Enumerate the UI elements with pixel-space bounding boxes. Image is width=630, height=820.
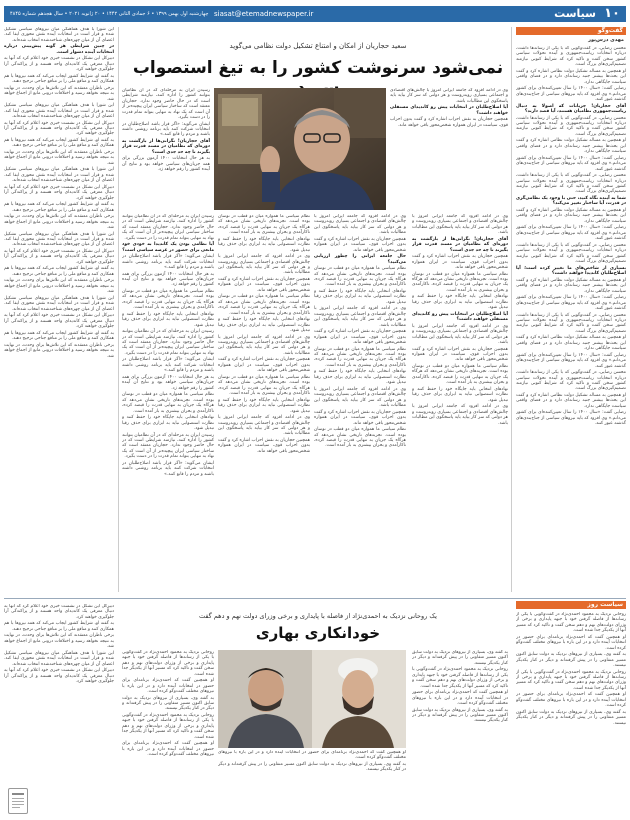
column-divider [118,27,119,592]
left-paragraph: برخی ناظران معتقدند که این تلاش‌ها برای وحدت، در نهایت به نتیجه نخواهد رسید و اختلافات درونی مانع از اجماع خواهد شد. [4,633,114,650]
sidebar-paragraph: رضایی گفت: «سال ۱۴۰۰ را سال تعیین‌کننده‌ای برای کشور می‌دانم.» وی افزود که باید نیروهای سیاسی از جناح‌بندی‌های گذشته عبور کنند. [516,352,626,369]
second-paragraph: به گفته وی، بسیاری از نیروهای نزدیک به دولت سابق اکنون مسیر متفاوتی را در پیش گرفته‌اند و دیگر در کنار یکدیگر نیستند. [218,762,406,773]
second-paragraph: روحانی نزدیک به محمود احمدی‌نژاد در گفت‌وگویی با یکی از رسانه‌ها از فاصله گرفتن خود با جبهه پایداری و برخی از وزرای دولت‌های نهم و دهم سخن گفت و تاکید کرد که مسیر آنها از یکدیگر جدا شده است. [516,612,626,634]
dateline: چهارشنبه اول بهمن ۱۳۹۹ • ۶ جمادی الثانی ۱۴۴۲ • ۲۰ ژانویه ۲۰۲۱ • سال هجدهم شماره ۴۸۴۵ [10,11,209,17]
second-paragraph: به گفته وی، بسیاری از نیروهای نزدیک به دولت سابق اکنون مسیر متفاوتی را در پیش گرفته‌اند و دیگر در کنار یکدیگر نیستند. [122,695,214,712]
second-paragraph: روحانی نزدیک به محمود احمدی‌نژاد در گفت‌وگویی با یکی از رسانه‌ها از فاصله گرفتن خود با جبهه پایداری و برخی از وزرای دولت‌های نهم و دهم سخن گفت و تاکید کرد که مسیر آنها از یکدیگر جدا شده است. [122,713,214,740]
second-paragraph: به گفته وی، بسیاری از نیروهای نزدیک به دولت سابق اکنون مسیر متفاوتی را در پیش گرفته‌اند و دیگر در کنار یکدیگر نیستند. [516,709,626,726]
sidebar-paragraph: رضایی گفت: «سال ۱۴۰۰ را سال تعیین‌کننده‌ای برای کشور می‌دانم.» وی افزود که باید نیروهای سیاسی از جناح‌بندی‌های گذشته عبور کنند. [516,295,626,311]
main-paragraph: وی در ادامه افزود که جامعه ایرانی امروز با چالش‌های اقتصادی و اجتماعی بسیاری روبه‌روست و هر دولتی که سر کار بیاید باید پاسخگوی این مطالبات باشد. [314,306,406,328]
sidebar-paragraph: محسن رضایی، در گفت‌وگویی که با یکی از رسانه‌ها داشت، درباره انتخابات ریاست‌جمهوری و آینده تحولات سیاسی کشور سخن گفت و تاکید کرد که شرایط کنونی نیازمند تصمیم‌گیری‌های بزرگ است. [516,115,626,137]
main-paragraph: وی در ادامه افزود که جامعه ایرانی امروز با چالش‌های اقتصادی و اجتماعی بسیاری روبه‌روست و هر دولتی که سر کار بیاید باید پاسخگوی این مطالبات باشد. [412,404,508,426]
main-headline: نمی‌شود سرنوشت کشور را به تیغ استصواب [132,58,504,78]
sidebar-question: آقای حجاریان! جریانات که اصولا به دنبال ریاست‌جمهوری نظامیان هستند، آیا قصد دارند؟ [516,103,626,115]
second-paragraph: روحانی نزدیک به محمود احمدی‌نژاد در گفت‌وگویی با یکی از رسانه‌ها از فاصله گرفتن خود با جبهه پایداری و برخی از وزرای دولت‌های نهم و دهم سخن گفت و تاکید کرد که مسیر آنها از یکدیگر جدا شده است. [122,650,214,677]
sidebar-paragraph: رضایی گفت: «سال ۱۴۰۰ را سال تعیین‌کننده‌ای برای کشور می‌دانم.» وی افزود که باید نیروهای سیاسی از جناح‌بندی‌های گذشته عبور کنند. [516,155,626,172]
second-paragraph: او همچنین گفت که احمدی‌نژاد برنامه‌ای برای حضور در انتخابات آینده دارد و در این باره با نیروهای مختلف گفت‌وگو کرده است. [412,690,508,707]
second-paragraph: به گفته وی، بسیاری از نیروهای نزدیک به دولت سابق اکنون مسیر متفاوتی را در پیش گرفته‌اند و دیگر در کنار یکدیگر نیستند. [412,650,508,666]
main-kicker: سعید حجاریان از امکان و امتناع تشکیل دولت نظامی می‌گوید [229,42,407,50]
second-paragraph: به گفته وی، بسیاری از نیروهای نزدیک به دولت سابق اکنون مسیر متفاوتی را در پیش گرفته‌اند و دیگر در کنار یکدیگر نیستند. [412,707,508,724]
sidebar-paragraph: محسن رضایی، در گفت‌وگویی که با یکی از رسانه‌ها داشت، درباره انتخابات ریاست‌جمهوری و آینده تحولات سیاسی کشور سخن گفت و تاکید کرد که شرایط کنونی نیازمند تصمیم‌گیری‌های بزرگ است. [516,370,626,392]
main-paragraph: همچنین حجاریان به نقش احزاب اشاره کرد و گفت بدون احزاب قوی، سیاست در ایران همواره شخص‌محور باقی خواهد ماند. [314,236,406,253]
second-paragraph: او همچنین گفت که احمدی‌نژاد برنامه‌ای برای حضور در انتخابات آینده دارد و در این باره با نیروهای مختلف گفت‌وگو کرده است. [218,750,406,761]
newspaper-logo-icon [8,788,28,814]
second-paragraph: روحانی نزدیک به محمود احمدی‌نژاد در گفت‌وگویی با یکی از رسانه‌ها از فاصله گرفتن خود با جبهه پایداری و برخی از وزرای دولت‌های نهم و دهم سخن گفت و تاکید کرد که مسیر آنها از یکدیگر جدا شده است. [516,669,626,691]
main-column-1 [122,214,214,592]
main-question: حال جامعه ایرانی را چطور ارزیابی می‌کنید؟ [314,254,406,265]
left-paragraph: به گفته او، شرایط کشور ایجاب می‌کند که همه نیروها با هم همکاری کنند و منافع ملی را بر منافع جناحی ترجیح دهند. [4,266,114,277]
sidebar-paragraph: او همچنین به مساله تشکیل دولت نظامی اشاره کرد و گفت این بحث‌ها بیشتر جنبه رسانه‌ای دارد و در فضای واقعی سیاست جایگاهی ندارد. [516,138,626,155]
main-paragraph: نظام سیاسی ما همواره میان دو قطب در نوسان بوده است. تجربه‌های تاریخی نشان می‌دهد که هرگاه یک جریان به تنهایی قدرت را قبضه کرده، ناکارآمدی و بحران بیشتری به بار آمده است. [122,289,214,311]
main-column-left [122,88,210,210]
main-paragraph: وی در ادامه افزود که جامعه ایرانی امروز با چالش‌های اقتصادی و اجتماعی بسیاری روبه‌روست و هر دولتی که سر کار بیاید باید پاسخگوی این مطالبات باشد. [412,214,508,236]
sidebar-paragraph: رضایی گفت: «سال ۱۴۰۰ را سال تعیین‌کننده‌ای برای کشور می‌دانم.» وی افزود که باید نیروهای سیاسی از جناح‌بندی‌های گذشته عبور کنند. [516,410,626,427]
main-paragraph: ایشان می‌گوید: «اگر قرار باشد اصلاح‌طلبان در انتخابات شرکت کنند باید برنامه روشنی داشته باشند و مردم را قانع کنند.» [122,460,214,477]
main-paragraph: وی در ادامه افزود که جامعه ایرانی امروز با چالش‌های اقتصادی و اجتماعی بسیاری روبه‌روست و هر دولتی که سر کار بیاید باید پاسخگوی این مطالبات باشد. [218,254,310,276]
section-email[interactable]: siasat@etemadnewspaper.ir [214,10,314,18]
second-column-2 [218,750,406,816]
left-paragraph: برخی ناظران معتقدند که این تلاش‌ها برای وحدت، در نهایت به نتیجه نخواهد رسید و اختلافات درونی مانع از اجماع خواهد شد. [4,85,114,102]
second-paragraph: او همچنین گفت که احمدی‌نژاد برنامه‌ای برای حضور در انتخابات آینده دارد و در این باره با نیروهای مختلف گفت‌وگو کرده است. [516,692,626,709]
page-header [4,6,626,22]
main-paragraph: نهادهای انتخابی باید جایگاه خود را حفظ کنند و نظارت استصوابی نباید به ابزاری برای حذف رقبا تبدیل شود. [314,289,406,305]
main-column-2 [218,214,310,592]
sidebar-paragraph: او همچنین به مساله تشکیل دولت نظامی اشاره کرد و گفت این بحث‌ها بیشتر جنبه رسانه‌ای دارد و در فضای واقعی سیاست جایگاهی ندارد. [516,392,626,409]
two-person-photo-icon [218,650,406,748]
left-paragraph: دبیرکل این تشکل در نشست خبری خود اعلام کرد که آنها به دنبال معرفی یک کاندیدای واحد هستند و از پراکندگی آرا جلوگیری خواهند کرد. [4,604,114,620]
left-paragraph: دبیرکل این تشکل در نشست خبری خود اعلام کرد که آنها به دنبال معرفی یک کاندیدای واحد هستند و از پراکندگی آرا جلوگیری خواهند کرد. [4,249,114,265]
sidebar-paragraph: محسن رضایی، در گفت‌وگویی که با یکی از رسانه‌ها داشت، درباره انتخابات ریاست‌جمهوری و آینده تحولات سیاسی کشور سخن گفت و تاکید کرد که شرایط کنونی نیازمند تصمیم‌گیری‌های بزرگ است. [516,312,626,334]
left-paragraph: این شورا با هدف هماهنگی میان نیروهای سیاسی تشکیل شده و قرار است در انتخابات آینده نقش محوری ایفا کند. اعضای آن از میان چهره‌های شناخته‌شده انتخاب شده‌اند. [4,167,114,184]
sidebar-paragraph: او همچنین به مساله تشکیل دولت نظامی اشاره کرد و گفت این بحث‌ها بیشتر جنبه رسانه‌ای دارد و در فضای واقعی سیاست جایگاهی ندارد. [516,68,626,85]
main-paragraph: نهادهای انتخابی باید جایگاه خود را حفظ کنند و نظارت استصوابی نباید به ابزاری برای حذف رقبا تبدیل شود. [122,415,214,431]
main-paragraph: وی در ادامه افزود که جامعه ایرانی امروز با چالش‌های اقتصادی و اجتماعی بسیاری روبه‌روست و هر دولتی که سر کار بیاید باید پاسخگوی این مطالبات باشد. [314,214,406,236]
main-paragraph: همچنین حجاریان به نقش احزاب اشاره کرد و گفت بدون احزاب قوی، سیاست در ایران همواره شخص‌محور باقی خواهد ماند. [390,117,508,128]
left-paragraph: برخی ناظران معتقدند که این تلاش‌ها برای وحدت، در نهایت به نتیجه نخواهد رسید و اختلافات درونی مانع از اجماع خواهد شد. [4,150,114,166]
main-paragraph: همچنین حجاریان به نقش احزاب اشاره کرد و گفت بدون احزاب قوی، سیاست در ایران همواره شخص‌محور باقی خواهد ماند. [218,277,310,293]
left-paragraph: دبیرکل این تشکل در نشست خبری خود اعلام کرد که آنها به دنبال معرفی یک کاندیدای واحد هستند و از پراکندگی آرا جلوگیری خواهند کرد. [4,184,114,201]
left-paragraph: این شورا با هدف هماهنگی میان نیروهای سیاسی تشکیل شده و قرار است در انتخابات آینده نقش محوری ایفا کند. اعضای آن از میان چهره‌های شناخته‌شده انتخاب شده‌اند. [4,103,114,120]
main-paragraph: ایشان می‌گوید: «اگر قرار باشد اصلاح‌طلبان در انتخابات شرکت کنند باید برنامه روشنی داشته باشند و مردم را قانع کنند.» [122,254,214,271]
left-paragraph: برخی ناظران معتقدند که این تلاش‌ها برای وحدت، در نهایت به نتیجه نخواهد رسید و اختلافات درونی مانع از اجماع خواهد شد. [4,278,114,295]
main-paragraph: نظام سیاسی ما همواره میان دو قطب در نوسان بوده است. تجربه‌های تاریخی نشان می‌دهد که هرگاه یک جریان به تنهایی قدرت را قبضه کرده، ناکارآمدی و بحران بیشتری به بار آمده است. [218,214,310,236]
sidebar-paragraph: او همچنین به مساله تشکیل دولت نظامی اشاره کرد و گفت این بحث‌ها بیشتر جنبه رسانه‌ای دارد و در فضای واقعی سیاست جایگاهی ندارد. [516,208,626,224]
main-photo [214,88,386,210]
main-question: آقای حجاریان! نگرانی‌ها از بازگشت به دوره‌ای که نظامیان در مسند قدرت قرار بگیرند تا چه حد جدی است؟ [122,139,210,155]
sidebar-paragraph: رضایی گفت: «سال ۱۴۰۰ را سال تعیین‌کننده‌ای برای کشور می‌دانم.» وی افزود که باید نیروهای سیاسی از جناح‌بندی‌های گذشته عبور کنند. [516,225,626,242]
second-paragraph: او همچنین گفت که احمدی‌نژاد برنامه‌ای برای حضور در انتخابات آینده دارد و در این باره با نیروهای مختلف گفت‌وگو کرده است. [122,678,214,695]
main-paragraph: همچنین حجاریان به نقش احزاب اشاره کرد و گفت بدون احزاب قوی، سیاست در ایران همواره شخص‌محور باقی خواهد ماند. [218,357,310,374]
main-paragraph: نظام سیاسی ما همواره میان دو قطب در نوسان بوده است. تجربه‌های تاریخی نشان می‌دهد که هرگاه یک جریان به تنهایی قدرت را قبضه کرده، ناکارآمدی و بحران بیشتری به بار آمده است. [314,346,406,368]
sidebar-question: شما به آینده نگاه کنید، حتی با وجود یک نظامی‌گری در قدرت، آیا ساختار تغییر می‌کند؟ [516,196,626,207]
main-paragraph: به هر حال انتخابات ۱۴۰۰ آزمون بزرگی برای همه جریان‌های سیاسی خواهد بود و نتایج آن آینده کشور را رقم خواهد زد. [122,271,214,288]
left-paragraph: برخی ناظران معتقدند که این تلاش‌ها برای وحدت، در نهایت به نتیجه نخواهد رسید و اختلافات درونی مانع از اجماع خواهد شد. [4,342,114,359]
second-paragraph: روحانی نزدیک به محمود احمدی‌نژاد در گفت‌وگویی با یکی از رسانه‌ها از فاصله گرفتن خود با جبهه پایداری و برخی از وزرای دولت‌های نهم و دهم سخن گفت و تاکید کرد که مسیر آنها از یکدیگر جدا شده است. [412,667,508,689]
main-paragraph: به هر حال انتخابات ۱۴۰۰ آزمون بزرگی برای همه جریان‌های سیاسی خواهد بود و نتایج آن آینده کشور را رقم خواهد زد. [122,156,210,173]
main-column-4 [412,214,508,592]
main-paragraph: نظام سیاسی ما همواره میان دو قطب در نوسان بوده است. تجربه‌های تاریخی نشان می‌دهد که هرگاه یک جریان به تنهایی قدرت را قبضه کرده، ناکارآمدی و بحران بیشتری به بار آمده است. [122,392,214,414]
second-photo [218,650,406,748]
main-paragraph: نهادهای انتخابی باید جایگاه خود را حفظ کنند و نظارت استصوابی نباید به ابزاری برای حذف رقبا تبدیل شود. [122,311,214,328]
main-paragraph: نهادهای انتخابی باید جایگاه خود را حفظ کنند و نظارت استصوابی نباید به ابزاری برای حذف رقبا تبدیل شود. [412,386,508,403]
left-paragraph: دبیرکل این تشکل در نشست خبری خود اعلام کرد که آنها به دنبال معرفی یک کاندیدای واحد هستند و از پراکندگی آرا جلوگیری خواهند کرد. [4,120,114,137]
sidebar-paragraph: محسن رضایی، در گفت‌وگویی که با یکی از رسانه‌ها داشت، درباره انتخابات ریاست‌جمهوری و آینده تحولات سیاسی کشور سخن گفت و تاکید کرد که شرایط کنونی نیازمند تصمیم‌گیری‌های بزرگ است. [516,173,626,195]
main-paragraph: همچنین حجاریان به نقش احزاب اشاره کرد و گفت بدون احزاب قوی، سیاست در ایران همواره شخص‌محور باقی خواهد ماند. [412,254,508,271]
sidebar-question: بسیاری از شاخص‌های ما تغییر کرده است؛ آیا اصلاح‌طلبان کاندیدا خواهند داشت؟ [516,265,626,277]
main-column-right-top [390,88,508,210]
sidebar-paragraph: محسن رضایی، در گفت‌وگویی که با یکی از رسانه‌ها داشت، درباره انتخابات ریاست‌جمهوری و آینده تحولات سیاسی کشور سخن گفت و تاکید کرد که شرایط کنونی نیازمند تصمیم‌گیری‌های بزرگ است. [516,46,626,68]
left-paragraph: به گفته او، شرایط کشور ایجاب می‌کند که همه نیروها با هم همکاری کنند و منافع ملی را بر منافع جناحی ترجیح دهند. [4,73,114,85]
sidebar-column [516,46,626,591]
sidebar-paragraph: محسن رضایی، در گفت‌وگویی که با یکی از رسانه‌ها داشت، درباره انتخابات ریاست‌جمهوری و آینده تحولات سیاسی کشور سخن گفت و تاکید کرد که شرایط کنونی نیازمند تصمیم‌گیری‌های بزرگ است. [516,242,626,265]
left-paragraph: دبیرکل این تشکل در نشست خبری خود اعلام کرد که آنها به دنبال معرفی یک کاندیدای واحد هستند و از پراکندگی آرا جلوگیری خواهند کرد. [4,56,114,73]
page-number: ۱۰ [604,6,620,21]
left-paragraph: این شورا با هدف هماهنگی میان نیروهای سیاسی تشکیل شده و قرار است در انتخابات آینده نقش محوری ایفا کند. اعضای آن از میان چهره‌های شناخته‌شده انتخاب شده‌اند. [4,231,114,248]
main-paragraph: همچنین حجاریان به نقش احزاب اشاره کرد و گفت بدون احزاب قوی، سیاست در ایران همواره شخص‌محور باقی خواهد ماند. [218,437,310,454]
left-paragraph: برخی ناظران معتقدند که این تلاش‌ها برای وحدت، در نهایت به نتیجه نخواهد رسید و اختلافات درونی مانع از اجماع خواهد شد. [4,214,114,231]
main-paragraph: نهادهای انتخابی باید جایگاه خود را حفظ کنند و نظارت استصوابی نباید به ابزاری برای حذف رقبا تبدیل شود. [314,369,406,386]
main-paragraph: وی در ادامه افزود که جامعه ایرانی امروز با چالش‌های اقتصادی و اجتماعی بسیاری روبه‌روست و هر دولتی که سر کار بیاید باید پاسخگوی این مطالبات باشد. [314,386,406,409]
left-paragraph: دبیرکل این تشکل در نشست خبری خود اعلام کرد که آنها به دنبال معرفی یک کاندیدای واحد هستند و از پراکندگی آرا جلوگیری خواهند کرد. [4,668,114,685]
column-divider [511,27,512,592]
sidebar-author: مهدی درس‌پور [588,37,624,43]
left-paragraph: این شورا با هدف هماهنگی میان نیروهای سیاسی تشکیل شده و قرار است در انتخابات آینده نقش محوری ایفا کند. اعضای آن از میان چهره‌های شناخته‌شده انتخاب شده‌اند. [4,27,114,43]
main-question: آیا اصلاح‌طلبان در انتخابات پیش رو کاندیدای مستقلی خواهند داشت؟ [412,311,508,323]
main-paragraph: نظام سیاسی ما همواره میان دو قطب در نوسان بوده است. تجربه‌های تاریخی نشان می‌دهد که هرگاه یک جریان به تنهایی قدرت را قبضه کرده، ناکارآمدی و بحران بیشتری به بار آمده است. [412,364,508,386]
main-paragraph: وی در ادامه افزود که جامعه ایرانی امروز با چالش‌های اقتصادی و اجتماعی بسیاری روبه‌روست و هر دولتی که سر کار بیاید باید پاسخگوی این مطالبات باشد. [218,415,310,437]
sidebar-label: گفت‌وگو [516,27,626,35]
main-paragraph: همچنین حجاریان به نقش احزاب اشاره کرد و گفت بدون احزاب قوی، سیاست در ایران همواره شخص‌محور باقی خواهد ماند. [314,329,406,346]
main-paragraph: نظام سیاسی ما همواره میان دو قطب در نوسان بوده است. تجربه‌های تاریخی نشان می‌دهد که هرگاه یک جریان به تنهایی قدرت را قبضه کرده، ناکارآمدی و بحران بیشتری به بار آمده است. [412,271,508,293]
left-paragraph: این شورا با هدف هماهنگی میان نیروهای سیاسی تشکیل شده و قرار است در انتخابات آینده نقش محوری ایفا کند. اعضای آن از میان چهره‌های شناخته‌شده انتخاب شده‌اند. [4,650,114,667]
main-question: آیا نظامی بودن یک کاندیدا به خودی خود مانعی برای حضور در عرصه سیاسی است؟ [122,242,214,253]
main-paragraph: رسیدن ایران به مرحله‌ای که در آن نظامیان بتوانند کشور را اداره کنند، نیازمند شرایطی است که در حال حاضر وجود ندارد. حجاریان معتقد است که ساختار سیاسی ایران پیچیده‌تر از آن است که یک نهاد به تنهایی بتواند تمام قدرت را در دست بگیرد. [122,329,214,356]
main-paragraph: رسیدن ایران به مرحله‌ای که در آن نظامیان بتوانند کشور را اداره کنند، نیازمند شرایطی است که در حال حاضر وجود ندارد. حجاریان معتقد است که ساختار سیاسی ایران پیچیده‌تر از آن است که یک نهاد به تنهایی بتواند تمام قدرت را در دست بگیرد. [122,214,214,241]
main-paragraph: رسیدن ایران به مرحله‌ای که در آن نظامیان بتوانند کشور را اداره کنند، نیازمند شرایطی است که در حال حاضر وجود ندارد. حجاریان معتقد است که ساختار سیاسی ایران پیچیده‌تر از آن است که یک نهاد به تنهایی بتواند تمام قدرت را در دست بگیرد. [122,432,214,460]
main-paragraph: نظام سیاسی ما همواره میان دو قطب در نوسان بوده است. تجربه‌های تاریخی نشان می‌دهد که هرگاه یک جریان به تنهایی قدرت را قبضه کرده، ناکارآمدی و بحران بیشتری به بار آمده است. [218,294,310,316]
left-paragraph: به گفته او، شرایط کشور ایجاب می‌کند که همه نیروها با هم همکاری کنند و منافع ملی را بر منافع جناحی ترجیح دهند. [4,621,114,632]
second-kicker: یک روحانی نزدیک به احمدی‌نژاد از فاصله با پایداری و برخی وزرای دولت نهم و دهم گفت [199,612,437,620]
section-divider [4,598,626,599]
second-paragraph: به گفته وی، بسیاری از نیروهای نزدیک به دولت سابق اکنون مسیر متفاوتی را در پیش گرفته‌اند و دیگر در کنار یکدیگر نیستند. [516,652,626,669]
left-paragraph: به گفته او، شرایط کشور ایجاب می‌کند که همه نیروها با هم همکاری کنند و منافع ملی را بر منافع جناحی ترجیح دهند. [4,138,114,149]
main-question: آقای حجاریان! نگرانی‌ها از بازگشت به دوره‌ای که نظامیان در مسند قدرت قرار بگیرند تا چه حد جدی است؟ [412,236,508,253]
main-paragraph: ایشان می‌گوید: «اگر قرار باشد اصلاح‌طلبان در انتخابات شرکت کنند باید برنامه روشنی داشته باشند و مردم را قانع کنند.» [122,357,214,374]
main-paragraph: نظام سیاسی ما همواره میان دو قطب در نوسان بوده است. تجربه‌های تاریخی نشان می‌دهد که هرگاه یک جریان به تنهایی قدرت را قبضه کرده، ناکارآمدی و بحران بیشتری به بار آمده است. [314,266,406,288]
main-paragraph: وی در ادامه افزود که جامعه ایرانی امروز با چالش‌های اقتصادی و اجتماعی بسیاری روبه‌روست و هر دولتی که سر کار بیاید باید پاسخگوی این مطالبات باشد. [218,334,310,356]
second-paragraph: او همچنین گفت که احمدی‌نژاد برنامه‌ای برای حضور در انتخابات آینده دارد و در این باره با نیروهای مختلف گفت‌وگو کرده است. [122,741,214,758]
second-column-right [516,612,626,816]
left-column-bottom [4,604,114,782]
section-name: سیاست [554,7,596,20]
left-paragraph: به گفته او، شرایط کشور ایجاب می‌کند که همه نیروها با هم همکاری کنند و منافع ملی را بر منافع جناحی ترجیح دهند. [4,202,114,213]
left-paragraph: دبیرکل این تشکل در نشست خبری خود اعلام کرد که آنها به دنبال معرفی یک کاندیدای واحد هستند و از پراکندگی آرا جلوگیری خواهند کرد. [4,313,114,330]
second-section-label: سیاست روز [516,601,626,609]
sidebar-paragraph: رضایی گفت: «سال ۱۴۰۰ را سال تعیین‌کننده‌ای برای کشور می‌دانم.» وی افزود که باید نیروهای سیاسی از جناح‌بندی‌های گذشته عبور کنند. [516,86,626,103]
sidebar-paragraph: او همچنین به مساله تشکیل دولت نظامی اشاره کرد و گفت این بحث‌ها بیشتر جنبه رسانه‌ای دارد و در فضای واقعی سیاست جایگاهی ندارد. [516,335,626,352]
main-paragraph: رسیدن ایران به مرحله‌ای که در آن نظامیان بتوانند کشور را اداره کنند، نیازمند شرایطی است که در حال حاضر وجود ندارد. حجاریان معتقد است که ساختار سیاسی ایران پیچیده‌تر از آن است که یک نهاد به تنهایی بتواند تمام قدرت را در دست بگیرد. [122,88,210,121]
left-lead: در چنین شرایطی هر گونه پیش‌بینی درباره انتخابات آینده دشوار است. [4,44,114,55]
main-paragraph: وی در ادامه افزود که جامعه ایرانی امروز با چالش‌های اقتصادی و اجتماعی بسیاری روبه‌روست و هر دولتی که سر کار بیاید باید پاسخگوی این مطالبات باشد. [390,88,508,104]
left-paragraph: این شورا با هدف هماهنگی میان نیروهای سیاسی تشکیل شده و قرار است در انتخابات آینده نقش محوری ایفا کند. اعضای آن از میان چهره‌های شناخته‌شده انتخاب شده‌اند. [4,295,114,312]
second-column-3 [412,650,508,816]
main-paragraph: نظام سیاسی ما همواره میان دو قطب در نوسان بوده است. تجربه‌های تاریخی نشان می‌دهد که هرگاه یک جریان به تنهایی قدرت را قبضه کرده، ناکارآمدی و بحران بیشتری به بار آمده است. [314,427,406,449]
main-paragraph: به هر حال انتخابات ۱۴۰۰ آزمون بزرگی برای همه جریان‌های سیاسی خواهد بود و نتایج آن آینده کشور را رقم خواهد زد. [122,374,214,391]
main-paragraph: نهادهای انتخابی باید جایگاه خود را حفظ کنند و نظارت استصوابی نباید به ابزاری برای حذف رقبا تبدیل شود. [218,236,310,253]
second-headline: خودانکاری بهاری [255,624,381,642]
main-paragraph: ایشان می‌گوید: «اگر قرار باشد اصلاح‌طلبان در انتخابات شرکت کنند باید برنامه روشنی داشته باشند و مردم را قانع کنند.» [122,121,210,138]
main-paragraph: نهادهای انتخابی باید جایگاه خود را حفظ کنند و نظارت استصوابی نباید به ابزاری برای حذف رقبا تبدیل شود. [218,397,310,414]
person-portrait-icon [214,88,386,210]
second-column-1 [122,650,214,816]
left-column [4,27,114,597]
left-paragraph: به گفته او، شرایط کشور ایجاب می‌کند که همه نیروها با هم همکاری کنند و منافع ملی را بر منافع جناحی ترجیح دهند. [4,330,114,342]
main-paragraph: نهادهای انتخابی باید جایگاه خود را حفظ کنند و نظارت استصوابی نباید به ابزاری برای حذف رقبا تبدیل شود. [218,317,310,334]
main-paragraph: نظام سیاسی ما همواره میان دو قطب در نوسان بوده است. تجربه‌های تاریخی نشان می‌دهد که هرگاه یک جریان به تنهایی قدرت را قبضه کرده، ناکارآمدی و بحران بیشتری به بار آمده است. [218,374,310,397]
main-question: آیا اصلاح‌طلبان در انتخابات پیش رو کاندیدای مستقلی خواهند داشت؟ [390,105,508,116]
main-column-3 [314,214,406,592]
main-paragraph: همچنین حجاریان به نقش احزاب اشاره کرد و گفت بدون احزاب قوی، سیاست در ایران همواره شخص‌محور باقی خواهد ماند. [314,409,406,426]
sidebar-paragraph: او همچنین به مساله تشکیل دولت نظامی اشاره کرد و گفت این بحث‌ها بیشتر جنبه رسانه‌ای دارد و در فضای واقعی سیاست جایگاهی ندارد. [516,277,626,294]
second-paragraph: او همچنین گفت که احمدی‌نژاد برنامه‌ای برای حضور در انتخابات آینده دارد و در این باره با نیروهای مختلف گفت‌وگو کرده است. [516,634,626,651]
main-paragraph: نهادهای انتخابی باید جایگاه خود را حفظ کنند و نظارت استصوابی نباید به ابزاری برای حذف رقبا تبدیل شود. [412,294,508,311]
main-paragraph: همچنین حجاریان به نقش احزاب اشاره کرد و گفت بدون احزاب قوی، سیاست در ایران همواره شخص‌محور باقی خواهد ماند. [412,346,508,363]
main-paragraph: وی در ادامه افزود که جامعه ایرانی امروز با چالش‌های اقتصادی و اجتماعی بسیاری روبه‌روست و هر دولتی که سر کار بیاید باید پاسخگوی این مطالبات باشد. [412,323,508,346]
